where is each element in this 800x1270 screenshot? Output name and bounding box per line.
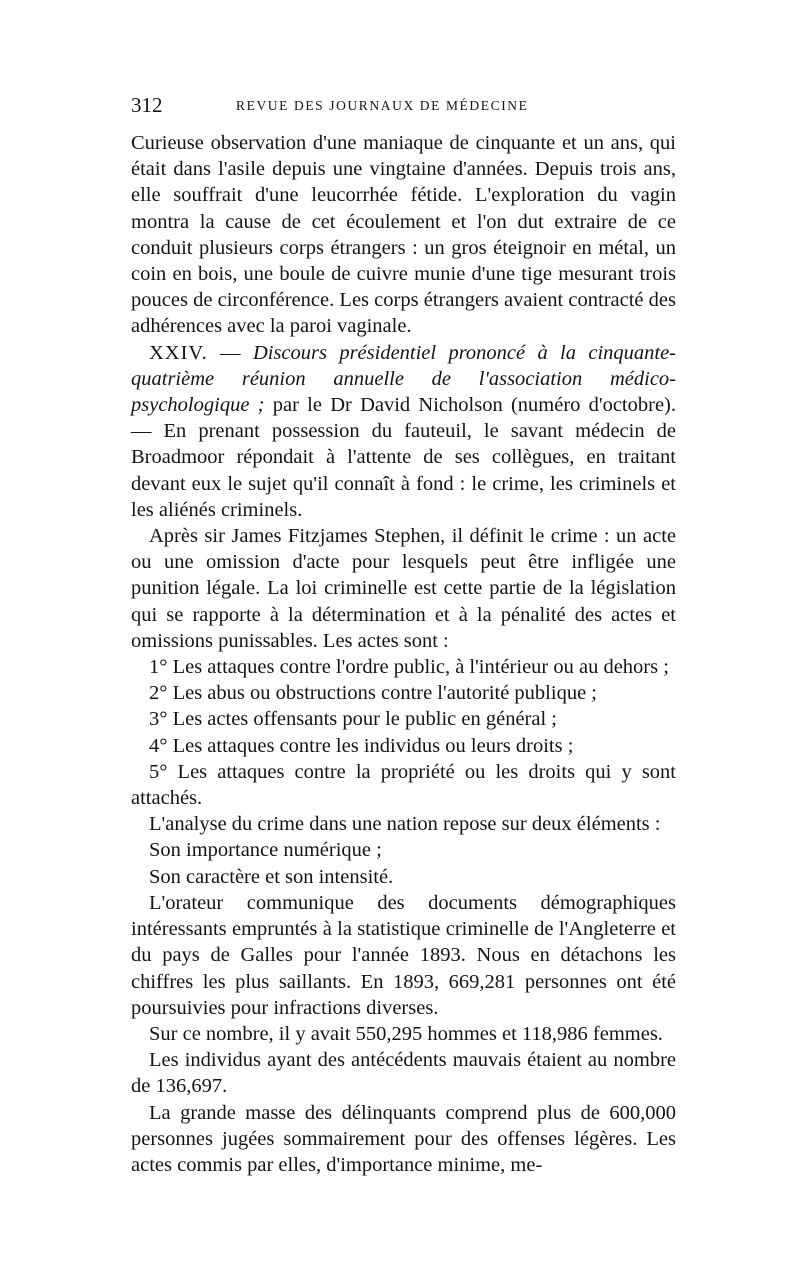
list-item: 2° Les abus ou obstructions contre l'autorité publique ; — [149, 682, 597, 705]
running-head — [131, 90, 676, 120]
list-item: 4° Les attaques contre les individus ou leurs droits ; — [149, 734, 574, 757]
running-title: REVUE DES JOURNAUX DE MÉDECINE — [236, 98, 529, 113]
section-title: Discours présidentiel prononcé à la cinquante-quatrième réunion annuelle de l'association médico-psychologique ; — [131, 341, 677, 417]
body-text — [131, 130, 676, 1178]
list-item: 5° Les attaques contre la propriété ou les droits qui y sont attachés. — [131, 760, 676, 810]
paragraph-gender-split: Sur ce nombre, il y avait 550,295 hommes et 118,986 femmes. — [149, 1022, 663, 1045]
book-page — [131, 90, 676, 1178]
paragraph-section-xxiv: XXIV. — Discours présidentiel prononcé à la cinquante-quatrième réunion annuelle de l'association médico-psychologique ; par le Dr David Nicholson (numéro d'octobre). — En prenant possession du fauteuil, le savant médecin de Broadmoor répondait à l'attente de ses collègues, en traitant devant eux le sujet qu'il connaît à fond : le crime, les criminels et les aliénés criminels. — [131, 341, 677, 521]
list-item: Son importance numérique ; — [149, 839, 382, 862]
paragraph-definition: Après sir James Fitzjames Stephen, il définit le crime : un acte ou une omission d'acte pour lesquels peut être infligée une punition légale. La loi criminelle est cette partie de la législation qui se rapporte à la détermination et à la pénalité des actes et omissions punissables. Les actes sont : — [131, 525, 676, 652]
list-item: 3° Les actes offensants pour le public en général ; — [149, 708, 557, 731]
page-number: 312 — [131, 93, 163, 117]
paragraph-delinquents: La grande masse des délinquants comprend plus de 600,000 personnes jugées sommairement pour des offenses légères. Les actes commis par elles, d'importance minime, me- — [131, 1101, 676, 1176]
section-number: XXIV. — [149, 341, 208, 364]
paragraph-observation: Curieuse observation d'une maniaque de cinquante et un ans, qui était dans l'asile depuis une vingtaine d'années. Depuis trois ans, elle souffrait d'une leucorrhée fétide. L'exploration du vagin montra la cause de cet écoulement et l'on dut extraire de ce conduit plusieurs corps étrangers : un gros éteignoir en métal, un coin en bois, une boule de cuivre munie d'une tige mesurant trois pouces de circonférence. Les corps étrangers avaient contracté des adhérences avec la paroi vaginale. — [131, 132, 676, 338]
section-body: par le Dr David Nicholson (numéro d'octobre). — En prenant possession du fauteuil, le savant médecin de Broadmoor répondait à l'attente de ses collègues, en traitant devant eux le sujet qu'il connaît à fond : le crime, les criminels et les aliénés criminels. — [131, 394, 676, 521]
paragraph-antecedents: Les individus ayant des antécédents mauvais étaient au nombre de 136,697. — [131, 1049, 676, 1098]
list-item: 1° Les attaques contre l'ordre public, à l'intérieur ou au dehors ; — [149, 656, 669, 679]
paragraph-statistics: L'orateur communique des documents démographiques intéressants empruntés à la statistique criminelle de l'Angleterre et du pays de Galles pour l'année 1893. Nous en détachons les chiffres les plus saillants. En 1893, 669,281 personnes ont été poursuivies pour infractions diverses. — [131, 891, 676, 1019]
paragraph-analysis: L'analyse du crime dans une nation repose sur deux éléments : — [149, 813, 661, 836]
list-item: Son caractère et son intensité. — [149, 865, 394, 888]
